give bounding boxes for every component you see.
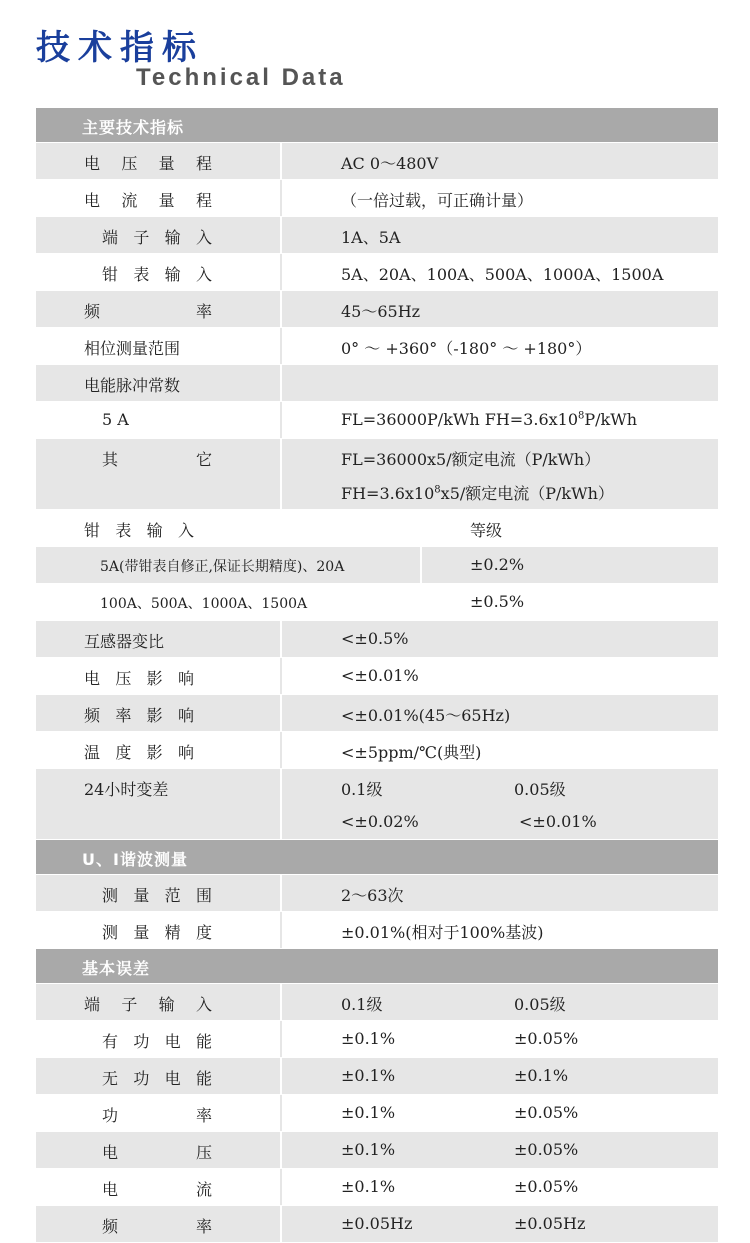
- table-row: [36, 328, 718, 365]
- row-value: ±0.5%: [470, 592, 525, 611]
- table-row: [36, 402, 718, 439]
- row-label: 相位测量范围: [84, 339, 181, 358]
- row-value: ±0.1%: [341, 1103, 396, 1122]
- table-row: [36, 1095, 718, 1132]
- row-value: AC 0～480V: [341, 154, 439, 173]
- section-header-basic-error: [36, 949, 718, 984]
- table-row: [36, 439, 718, 510]
- section-title: U、I谐波测量: [82, 850, 188, 869]
- table-row: [36, 695, 718, 732]
- row-label: 无功电能: [102, 1069, 212, 1088]
- row-value: ±0.1%: [514, 1066, 569, 1085]
- row-label: 24小时变差: [84, 780, 169, 799]
- row-label: 钳表输入: [84, 521, 194, 540]
- row-value: 2～63次: [341, 886, 404, 905]
- grade-header: 0.1级: [341, 995, 383, 1014]
- row-value: <±0.5%: [341, 629, 409, 648]
- row-label: 测量范围: [102, 886, 212, 905]
- grade-header: 0.05级: [514, 995, 566, 1014]
- table-row: [36, 180, 718, 217]
- table-row: [36, 1021, 718, 1058]
- row-value: ±0.1%: [341, 1177, 396, 1196]
- row-label: 频率: [102, 1217, 212, 1236]
- section-header-main: [36, 108, 718, 143]
- page-subtitle: Technical Data: [136, 64, 346, 91]
- table-row: [36, 658, 718, 695]
- row-value: ±0.05%: [514, 1103, 579, 1122]
- row-value: FL=36000x5/额定电流（P/kWh）: [341, 450, 601, 469]
- section-header-harmonic: [36, 840, 718, 875]
- row-label: 其它: [102, 450, 212, 469]
- section-title: 主要技术指标: [82, 118, 185, 137]
- row-value: 45～65Hz: [341, 302, 421, 321]
- row-value: 0.05级: [514, 780, 566, 799]
- page-title: 技术指标: [36, 28, 204, 68]
- table-row: [36, 365, 718, 402]
- row-label: 温度影响: [84, 743, 194, 762]
- row-value: ±0.05%: [514, 1177, 579, 1196]
- table-row: [36, 621, 718, 658]
- table-row: [36, 1206, 718, 1243]
- row-label: 频率: [84, 302, 212, 321]
- spec-table: [36, 108, 718, 1243]
- table-row: [36, 217, 718, 254]
- table-row: [36, 291, 718, 328]
- row-label: 电压量程: [84, 154, 212, 173]
- row-value: ±0.05Hz: [514, 1214, 586, 1233]
- row-value: <±0.01%: [341, 666, 419, 685]
- table-row: [36, 875, 718, 912]
- row-value: ±0.1%: [341, 1029, 396, 1048]
- row-label: 端子输入: [84, 995, 212, 1014]
- row-label: 电压: [102, 1143, 212, 1162]
- row-label: 频率影响: [84, 706, 194, 725]
- grade-header: 等级: [470, 521, 503, 540]
- row-value: ±0.2%: [470, 555, 525, 574]
- table-row: [36, 1058, 718, 1095]
- row-value: 0.1级: [341, 780, 383, 799]
- row-label: 电压影响: [84, 669, 194, 688]
- row-value: ±0.05Hz: [341, 1214, 413, 1233]
- row-value: <±5ppm/℃(典型): [341, 743, 482, 762]
- row-value: <±0.01%: [519, 812, 597, 831]
- row-value: 1A、5A: [341, 228, 401, 247]
- table-row: [36, 732, 718, 769]
- table-row: [36, 254, 718, 291]
- table-row: [36, 984, 718, 1021]
- table-row: [36, 143, 718, 180]
- row-value: $FH=3.6x10^8x5/$额定电流（P/kWh）: [341, 484, 614, 503]
- row-value: 0° ～ +360°（-180° ～ +180°）: [341, 339, 592, 358]
- table-row: [36, 912, 718, 949]
- table-row: [36, 584, 718, 621]
- row-value: ±0.1%: [341, 1140, 396, 1159]
- table-row: [36, 510, 718, 547]
- table-row: [36, 1132, 718, 1169]
- section-title: 基本误差: [82, 959, 151, 978]
- row-value: ±0.05%: [514, 1140, 579, 1159]
- row-value: 5A、20A、100A、500A、1000A、1500A: [341, 265, 664, 284]
- row-label: 电流: [102, 1180, 212, 1199]
- row-value: FL=36000P/kWh $FH=3.6x10^8P$/kWh: [341, 410, 637, 429]
- row-label: 互感器变比: [84, 632, 165, 651]
- row-label: 端子输入: [102, 228, 212, 247]
- row-label: 有功电能: [102, 1032, 212, 1051]
- row-label: 电流量程: [84, 191, 212, 210]
- row-label: 电能脉冲常数: [84, 376, 181, 395]
- row-value: ±0.05%: [514, 1029, 579, 1048]
- row-value: <±0.02%: [341, 812, 419, 831]
- row-label: 5 A: [102, 410, 129, 429]
- row-value: <±0.01%(45～65Hz): [341, 706, 511, 725]
- row-value: （一倍过载，可正确计量）: [341, 191, 534, 210]
- table-row: [36, 1169, 718, 1206]
- table-row: [36, 769, 718, 840]
- row-label: 100A、500A、1000A、1500A: [100, 596, 308, 612]
- table-row: [36, 547, 718, 584]
- row-value: ±0.1%: [341, 1066, 396, 1085]
- row-value: ±0.01%(相对于100%基波): [341, 923, 544, 942]
- row-label: 钳表输入: [102, 265, 212, 284]
- row-label: 5A(带钳表自修正,保证长期精度)、20A: [100, 559, 345, 575]
- row-label: 测量精度: [102, 923, 212, 942]
- row-label: 功率: [102, 1106, 212, 1125]
